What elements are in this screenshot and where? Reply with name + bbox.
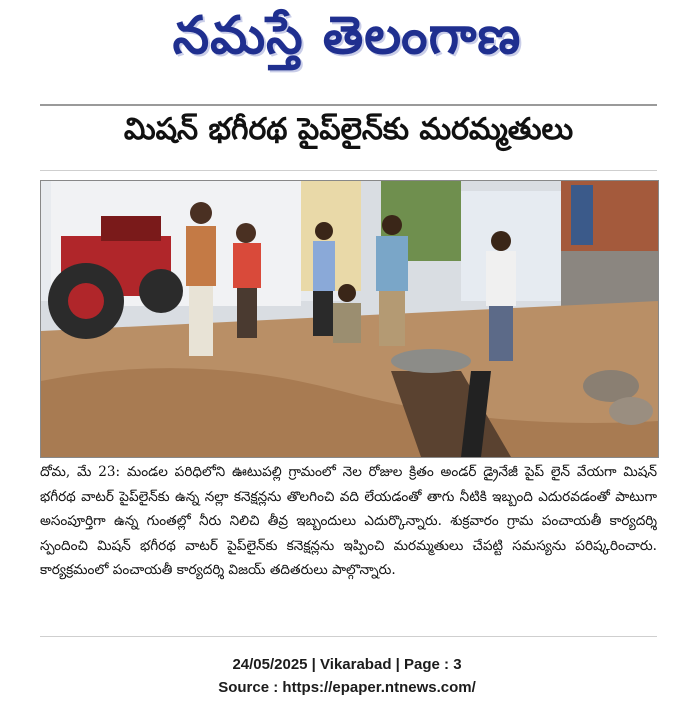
newspaper-masthead (0, 0, 694, 88)
bottom-divider (40, 636, 657, 637)
footer-date-edition: 24/05/2025 | Vikarabad | Page : 3 (232, 656, 462, 673)
article-body: దోమ, మే 23: మండల పరిధిలోని ఊటుపల్లి గ్రామంలో నెల రోజుల క్రితం అండర్ డ్రైనేజీ పైప్ లైన్ వేయగా మిషన్ భగీరథ వాటర్ పైప్‌లైన్‌కు ఉన్న నల్లా కనెక్షన్లను తొలగించి వది లేయడంతో తాగు నీటికి ఇబ్బంది ఎదురవడంతో పాటుగా అసంపూర్తిగా ఉన్న గుంతల్లో నీరు నిలిచి తీవ్ర ఇబ్బందులు ఎదుర్కొన్నారు. శుక్రవారం గ్రామ పంచాయతీ కార్యదర్శి స్పందించి మిషన్ భగీరథ వాటర్ పైప్‌లైన్‌కు కనెక్షన్లను ఇప్పించి మరమ్మతులు చేపట్టి సమస్యను పరిష్కరించారు. కార్యక్రమంలో పంచాయతీ కార్యదర్శి విజయ్ తదితరులు పాల్గొన్నారు. (40, 464, 657, 578)
top-divider (40, 104, 657, 106)
article-headline: మిషన్ భగీరథ పైప్‌లైన్‌కు మరమ్మతులు (123, 112, 574, 147)
headline-divider (40, 170, 657, 171)
article-photo (40, 180, 659, 458)
footer-source-link[interactable]: Source : https://epaper.ntnews.com/ (218, 679, 476, 696)
masthead-title: నమస్తే తెలంగాణ (172, 6, 522, 66)
